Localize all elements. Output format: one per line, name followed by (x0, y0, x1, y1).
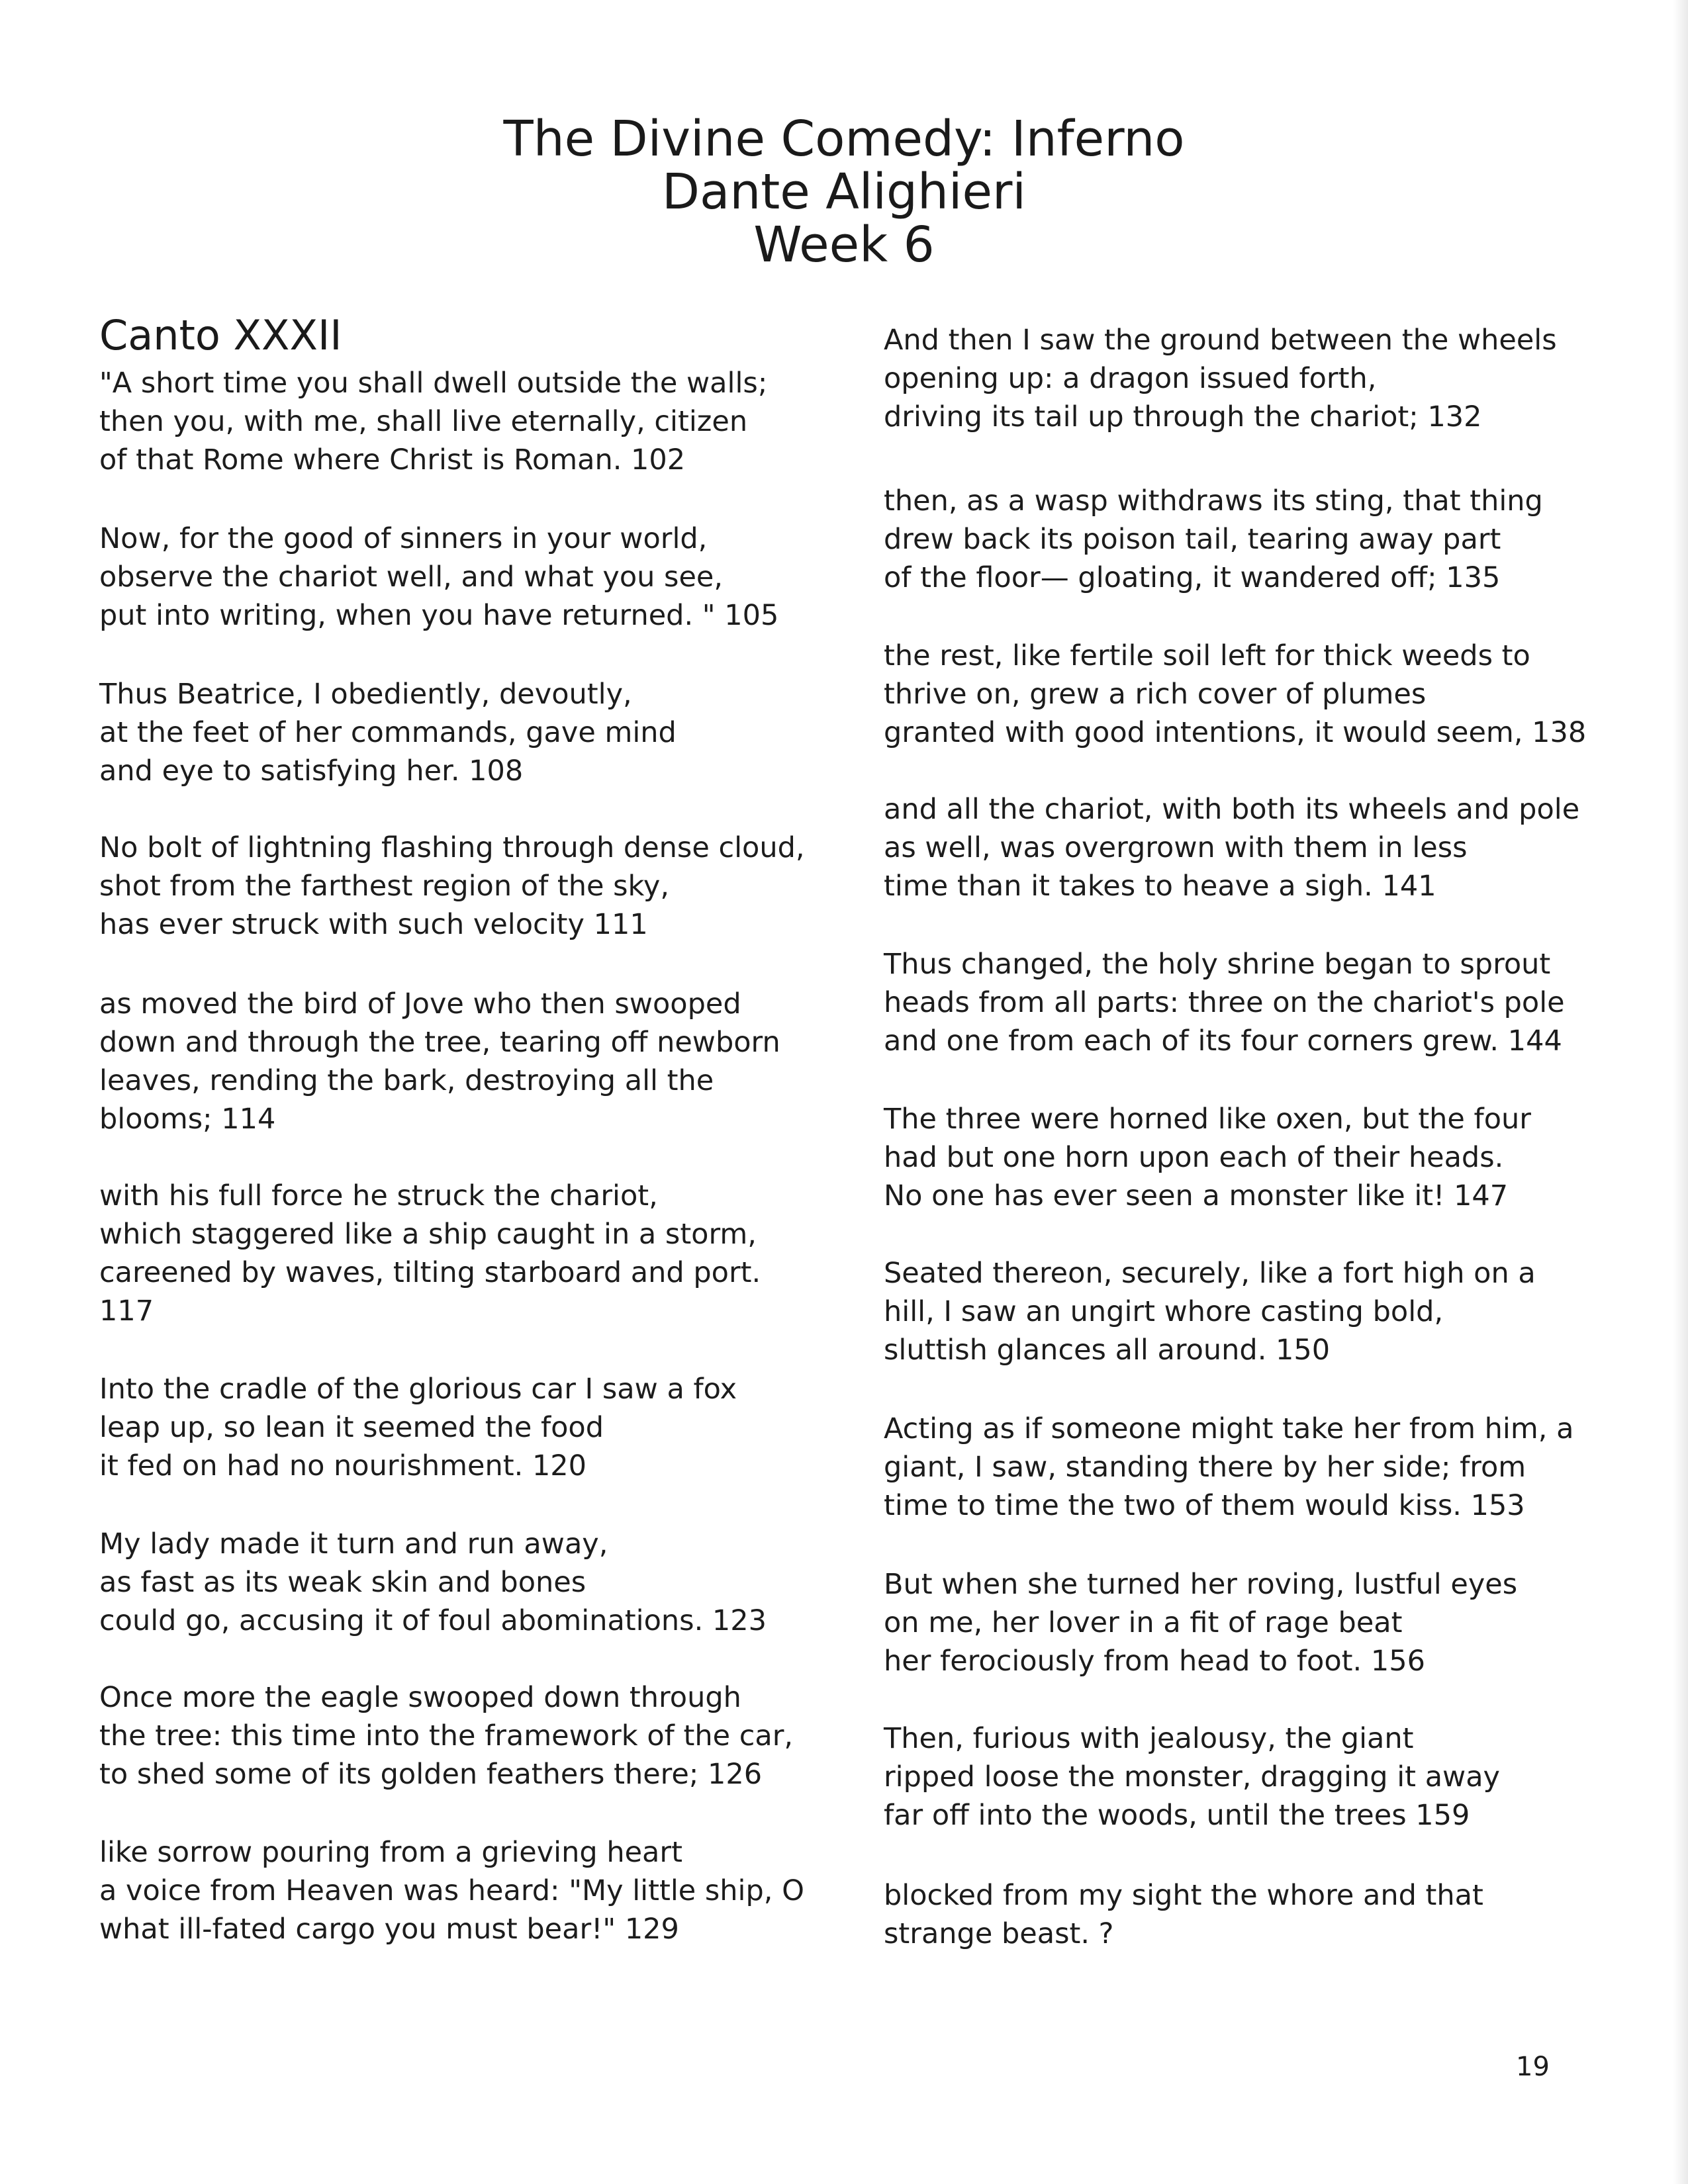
verse-line: as fast as its weak skin and bones (99, 1566, 586, 1599)
stanza-111 (99, 829, 805, 944)
verse-line: the rest, like fertile soil left for thick weeds to (884, 639, 1530, 672)
verse-line: with his full force he struck the chariot, (99, 1179, 658, 1212)
week-label: Week 6 (753, 216, 935, 273)
verse-line: My lady made it turn and run away, (99, 1527, 608, 1561)
stanza-153 (884, 1410, 1573, 1525)
verse-line: a voice from Heaven was heard: "My little ship, O (99, 1874, 804, 1907)
verse-line: observe the chariot well, and what you see, (99, 561, 724, 594)
verse-line: to shed some of its golden feathers there; 126 (99, 1758, 763, 1791)
verse-line: on me, her lover in a fit of rage beat (884, 1606, 1403, 1639)
verse-line: And then I saw the ground between the wheels (884, 324, 1557, 357)
verse-line: time to time the two of them would kiss. 153 (884, 1489, 1525, 1522)
verse-line: granted with good intentions, it would seem, 138 (884, 716, 1587, 749)
verse-line: blocked from my sight the whore and that (884, 1879, 1483, 1912)
verse-line: Seated thereon, securely, like a fort high on a (884, 1257, 1536, 1290)
verse-line: of the floor— gloating, it wandered off; 135 (884, 561, 1501, 594)
verse-line: Thus changed, the holy shrine began to sprout (884, 948, 1551, 981)
page-edge-shadow (1673, 0, 1688, 2184)
verse-line: the tree: this time into the framework of the car, (99, 1719, 794, 1752)
verse-line: heads from all parts: three on the chariot's pole (884, 986, 1565, 1019)
verse-line: Acting as if someone might take her from him, a (884, 1412, 1574, 1445)
verse-line: what ill-fated cargo you must bear!" 129 (99, 1913, 679, 1946)
stanza-141 (884, 790, 1579, 905)
verse-line: which staggered like a ship caught in a storm, (99, 1218, 757, 1251)
verse-line: thrive on, grew a rich cover of plumes (884, 678, 1427, 711)
stanza-132 (884, 321, 1557, 436)
verse-line: shot from the farthest region of the sky, (99, 870, 670, 903)
verse-line: But when she turned her roving, lustful eyes (884, 1568, 1518, 1601)
verse-line: then, as a wasp withdraws its sting, that thing (884, 484, 1543, 518)
verse-line: Now, for the good of sinners in your world, (99, 522, 708, 555)
verse-line: had but one horn upon each of their heads. (884, 1141, 1504, 1174)
stanza-117 (99, 1177, 761, 1330)
stanza-114 (99, 985, 780, 1138)
verse-line: The three were horned like oxen, but the four (884, 1103, 1531, 1136)
stanza-138 (884, 637, 1586, 752)
verse-line: as moved the bird of Jove who then swooped (99, 987, 741, 1021)
stanza-120 (99, 1370, 737, 1485)
verse-line: No one has ever seen a monster like it! 147 (884, 1179, 1509, 1212)
verse-line: it fed on had no nourishment. 120 (99, 1449, 587, 1482)
stanza-150 (884, 1254, 1536, 1369)
verse-line: No bolt of lightning flashing through dense cloud, (99, 831, 805, 864)
verse-line: at the feet of her commands, gave mind (99, 716, 677, 749)
stanza-108 (99, 675, 677, 790)
verse-line: Into the cradle of the glorious car I saw a fox (99, 1373, 737, 1406)
verse-line: Thus Beatrice, I obediently, devoutly, (99, 678, 632, 711)
verse-line: and one from each of its four corners grew. 144 (884, 1024, 1562, 1058)
author-name: Dante Alighieri (662, 163, 1026, 220)
verse-line: driving its tail up through the chariot; 132 (884, 400, 1482, 433)
verse-line: could go, accusing it of foul abominations. 123 (99, 1604, 767, 1637)
verse-line: put into writing, when you have returned. " 105 (99, 599, 779, 632)
verse-line: and all the chariot, with both its wheels and pole (884, 793, 1580, 826)
verse-line: drew back its poison tail, tearing away part (884, 523, 1501, 556)
verse-line: down and through the tree, tearing off newborn (99, 1026, 780, 1059)
verse-line: careened by waves, tilting starboard and port. (99, 1256, 761, 1289)
document-title: The Divine Comedy: Inferno (503, 111, 1185, 167)
verse-line: 117 (99, 1295, 154, 1328)
verse-line: blooms; 114 (99, 1103, 276, 1136)
stanza-156 (884, 1565, 1517, 1680)
verse-line: like sorrow pouring from a grieving heart (99, 1836, 682, 1869)
verse-line: of that Rome where Christ is Roman. 102 (99, 443, 686, 477)
stanza-147 (884, 1100, 1531, 1215)
verse-line: sluttish glances all around. 150 (884, 1334, 1331, 1367)
stanza-159 (884, 1719, 1500, 1835)
verse-line: Then, furious with jealousy, the giant (884, 1722, 1414, 1755)
verse-line: hill, I saw an ungirt whore casting bold, (884, 1295, 1444, 1328)
verse-line: time than it takes to heave a sigh. 141 (884, 870, 1436, 903)
verse-line: "A short time you shall dwell outside the walls; (99, 367, 768, 400)
stanza-final (884, 1876, 1483, 1953)
verse-line: her ferociously from head to foot. 156 (884, 1645, 1425, 1678)
title-block (0, 113, 1688, 271)
stanza-144 (884, 945, 1565, 1060)
verse-line: opening up: a dragon issued forth, (884, 362, 1377, 395)
stanza-129 (99, 1833, 804, 1948)
verse-line: ripped loose the monster, dragging it away (884, 1760, 1501, 1794)
stanza-102 (99, 364, 767, 479)
verse-line: far off into the woods, until the trees 159 (884, 1799, 1470, 1832)
verse-line: and eye to satisfying her. 108 (99, 754, 524, 788)
verse-line: leap up, so lean it seemed the food (99, 1411, 604, 1444)
verse-line: has ever struck with such velocity 111 (99, 908, 648, 941)
verse-line: leaves, rending the bark, destroying all the (99, 1064, 714, 1097)
verse-line: then you, with me, shall live eternally, citizen (99, 405, 748, 438)
verse-line: strange beast. ? (884, 1917, 1114, 1950)
stanza-126 (99, 1678, 793, 1794)
stanza-105 (99, 520, 778, 635)
verse-line: Once more the eagle swooped down through (99, 1681, 741, 1714)
stanza-123 (99, 1525, 767, 1640)
stanza-135 (884, 482, 1543, 597)
page-number: 19 (1516, 2052, 1550, 2082)
canto-heading: Canto XXXII (99, 311, 342, 359)
verse-line: giant, I saw, standing there by her side; from (884, 1451, 1526, 1484)
verse-line: as well, was overgrown with them in less (884, 831, 1468, 864)
